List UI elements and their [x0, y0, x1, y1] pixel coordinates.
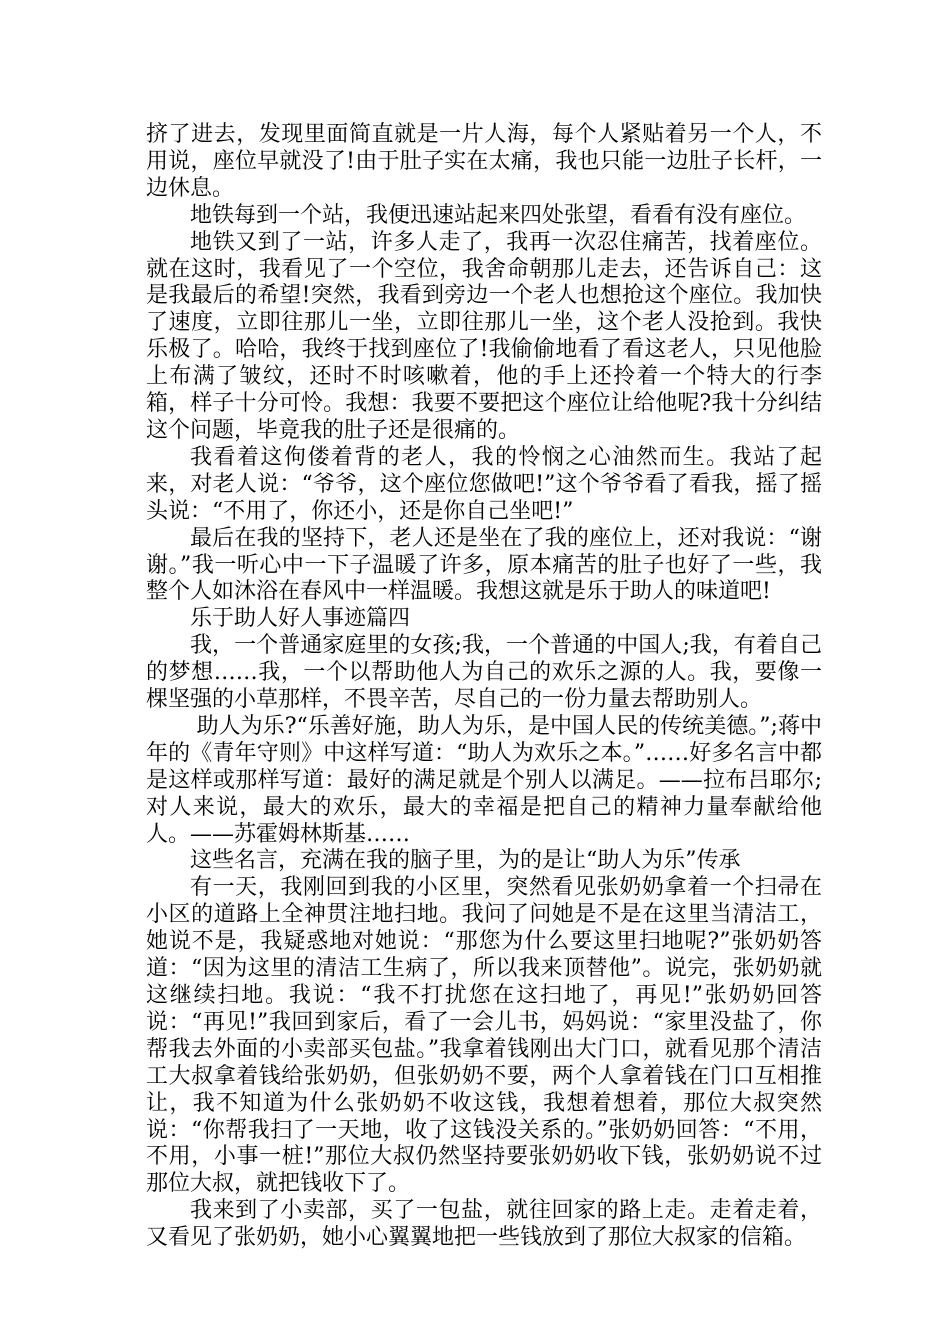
- paragraph-quotes-in-mind: 这些名言，充满在我的脑子里，为的是让“助人为乐”传承: [190, 848, 741, 874]
- document-page: [146, 122, 822, 1252]
- paragraph-famous-quotes: 助人为乐?“乐善好施，助人为乐，是中国人民的传统美德。”;蒋中年的《青年守则》中这样写道：“助人为欢乐之本。”……好多名言中都是这样或那样写道：最好的满足就是个别人以满足。——拉布吕耶尔;对人来说，最大的欢乐，最大的幸福是把自己的精神力量奉献给他人。——苏霍姆林斯基……: [146, 713, 822, 847]
- paragraph-crowded-subway: 挤了进去，发现里面简直就是一片人海，每个人紧贴着另一个人，不用说，座位早就没了!由于肚子实在太痛，我也只能一边肚子长杆，一边休息。: [146, 122, 822, 201]
- paragraph-offer-seat: 我看着这佝偻着背的老人，我的怜悯之心油然而生。我站了起来，对老人说：“爷爷，这个座位您做吧!”这个爷爷看了看我，摇了摇头说：“不用了，你还小，还是你自己坐吧!”: [146, 444, 822, 524]
- paragraph-found-seat: 地铁又到了一站，许多人走了，我再一次忍住痛苦，找着座位。就在这时，我看见了一个空位，我舍命朝那儿走去，还告诉自己：这是我最后的希望!突然，我看到旁边一个老人也想抢这个座位。我加快了速度，立即往那儿一坐，立即往那儿一坐，这个老人没抢到。我快乐极了。哈哈，我终于找到座位了!我偷偷地看了看这老人，只见他脸上布满了皱纹，还时不时咳嗽着，他的手上还拎着一个特大的行李箱，样子十分可怜。我想：我要不要把这个座位让给他呢?我十分纠结这个问题，毕竟我的肚子还是很痛的。: [146, 229, 822, 443]
- paragraph-grandma-zhang-sweeping: 有一天，我刚回到我的小区里，突然看见张奶奶拿着一个扫帚在小区的道路上全神贯注地扫地。我问了问她是不是在这里当清洁工，她说不是，我疑惑地对她说：“那您为什么要这里扫地呢?”张奶奶答道：“因为这里的清洁工生病了，所以我来顶替他”。说完，张奶奶就这继续扫地。我说：“我不打扰您在这扫地了，再见!”张奶奶回答说：“再见!”我回到家后，看了一会儿书，妈妈说：“家里没盐了，你帮我去外面的小卖部买包盐。”我拿着钱刚出大门口，就看见那个清洁工大叔拿着钱给张奶奶，但张奶奶不要，两个人拿着钱在门口互相推让，我不知道为什么张奶奶不收这钱，我想着想着，那位大叔突然说：“你帮我扫了一天地，收了这钱没关系的。”张奶奶回答：“不用，不用，小事一桩!”那位大叔仍然坚持要张奶奶收下钱，张奶奶说不过那位大叔，就把钱收下了。: [146, 875, 822, 1197]
- paragraph-old-man-sits: 最后在我的坚持下，老人还是坐在了我的座位上，还对我说：“谢谢。”我一听心中一下子温暖了许多，原本痛苦的肚子也好了一些，我整个人如沐浴在春风中一样温暖。我想这就是乐于助人的味道吧!: [146, 525, 822, 605]
- paragraph-ordinary-girl: 我，一个普通家庭里的女孩;我，一个普通的中国人;我，有着自己的梦想……我，一个以帮助他人为自己的欢乐之源的人。我，要像一棵坚强的小草那样，不畏辛苦，尽自己的一份力量去帮助别人。: [146, 633, 822, 713]
- paragraph-looking-for-seat: 地铁每到一个站，我便迅速站起来四处张望，看看有没有座位。: [190, 202, 807, 228]
- section-heading: 乐于助人好人事迹篇四: [190, 606, 411, 632]
- paragraph-buying-salt: 我来到了小卖部，买了一包盐，就往回家的路上走。走着走着，又看见了张奶奶，她小心翼翼地把一些钱放到了那位大叔家的信箱。: [146, 1198, 822, 1251]
